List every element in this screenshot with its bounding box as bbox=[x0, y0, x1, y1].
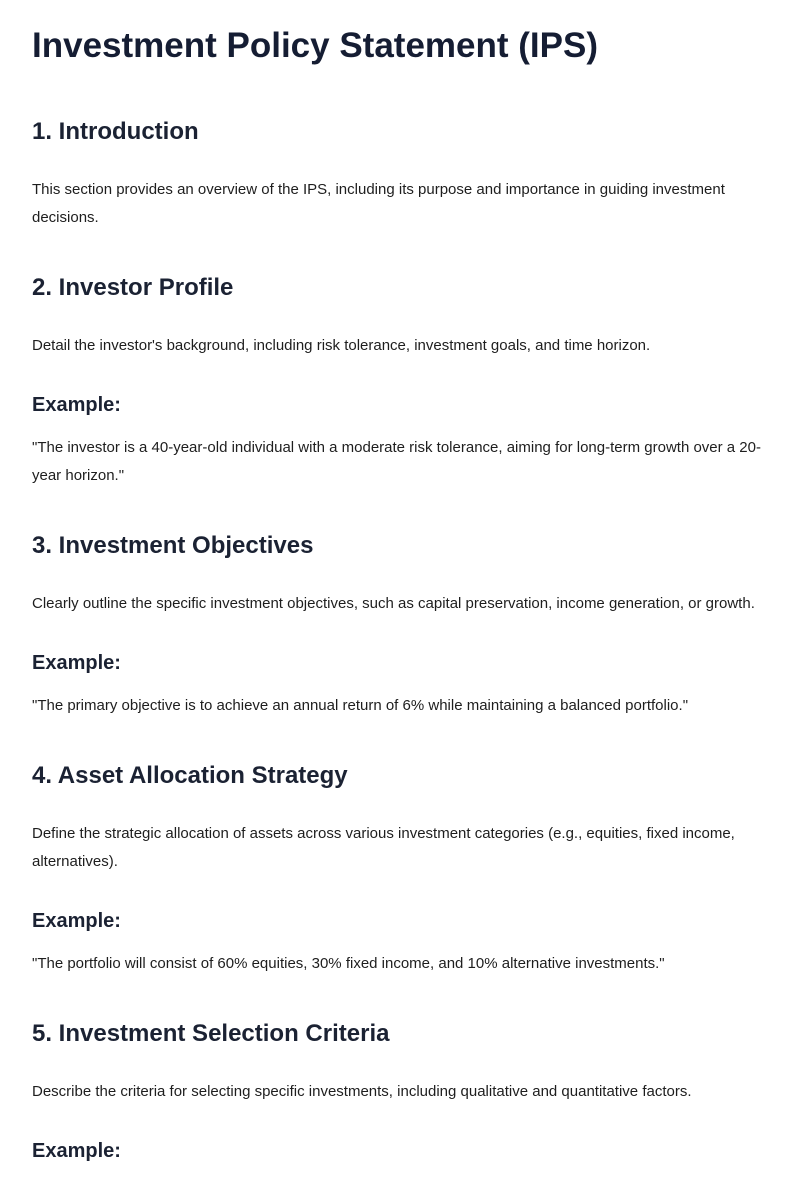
example-label: Example: bbox=[32, 910, 121, 932]
section-asset-allocation bbox=[32, 760, 768, 978]
section-heading: 4. Asset Allocation Strategy bbox=[32, 762, 348, 789]
document-title: Investment Policy Statement (IPS) bbox=[32, 26, 598, 65]
example-text: "The portfolio will consist of 60% equities, 30% fixed income, and 10% alternative investments." bbox=[32, 955, 665, 972]
example-label: Example: bbox=[32, 1140, 121, 1162]
section-description: Detail the investor's background, including risk tolerance, investment goals, and time horizon. bbox=[32, 337, 651, 354]
section-introduction bbox=[32, 116, 768, 232]
section-heading: 2. Investor Profile bbox=[32, 274, 234, 301]
section-investment-objectives bbox=[32, 530, 768, 720]
section-description: Clearly outline the specific investment objectives, such as capital preservation, income generation, or growth. bbox=[32, 595, 755, 612]
example-label: Example: bbox=[32, 652, 121, 674]
section-heading: 1. Introduction bbox=[32, 118, 199, 145]
section-description: Define the strategic allocation of assets across various investment categories (e.g., equities, fixed income, alternatives). bbox=[32, 825, 735, 870]
section-description: This section provides an overview of the IPS, including its purpose and importance in guiding investment decisions. bbox=[32, 181, 725, 226]
example-text: "The primary objective is to achieve an annual return of 6% while maintaining a balanced portfolio." bbox=[32, 697, 689, 714]
example-text: "The investor is a 40-year-old individual with a moderate risk tolerance, aiming for long-term growth over a 20-year horizon." bbox=[32, 439, 761, 484]
example-label: Example: bbox=[32, 394, 121, 416]
section-heading: 5. Investment Selection Criteria bbox=[32, 1020, 390, 1047]
section-investment-selection bbox=[32, 1018, 768, 1164]
section-heading: 3. Investment Objectives bbox=[32, 532, 314, 559]
section-investor-profile bbox=[32, 272, 768, 490]
section-description: Describe the criteria for selecting specific investments, including qualitative and quantitative factors. bbox=[32, 1083, 692, 1100]
